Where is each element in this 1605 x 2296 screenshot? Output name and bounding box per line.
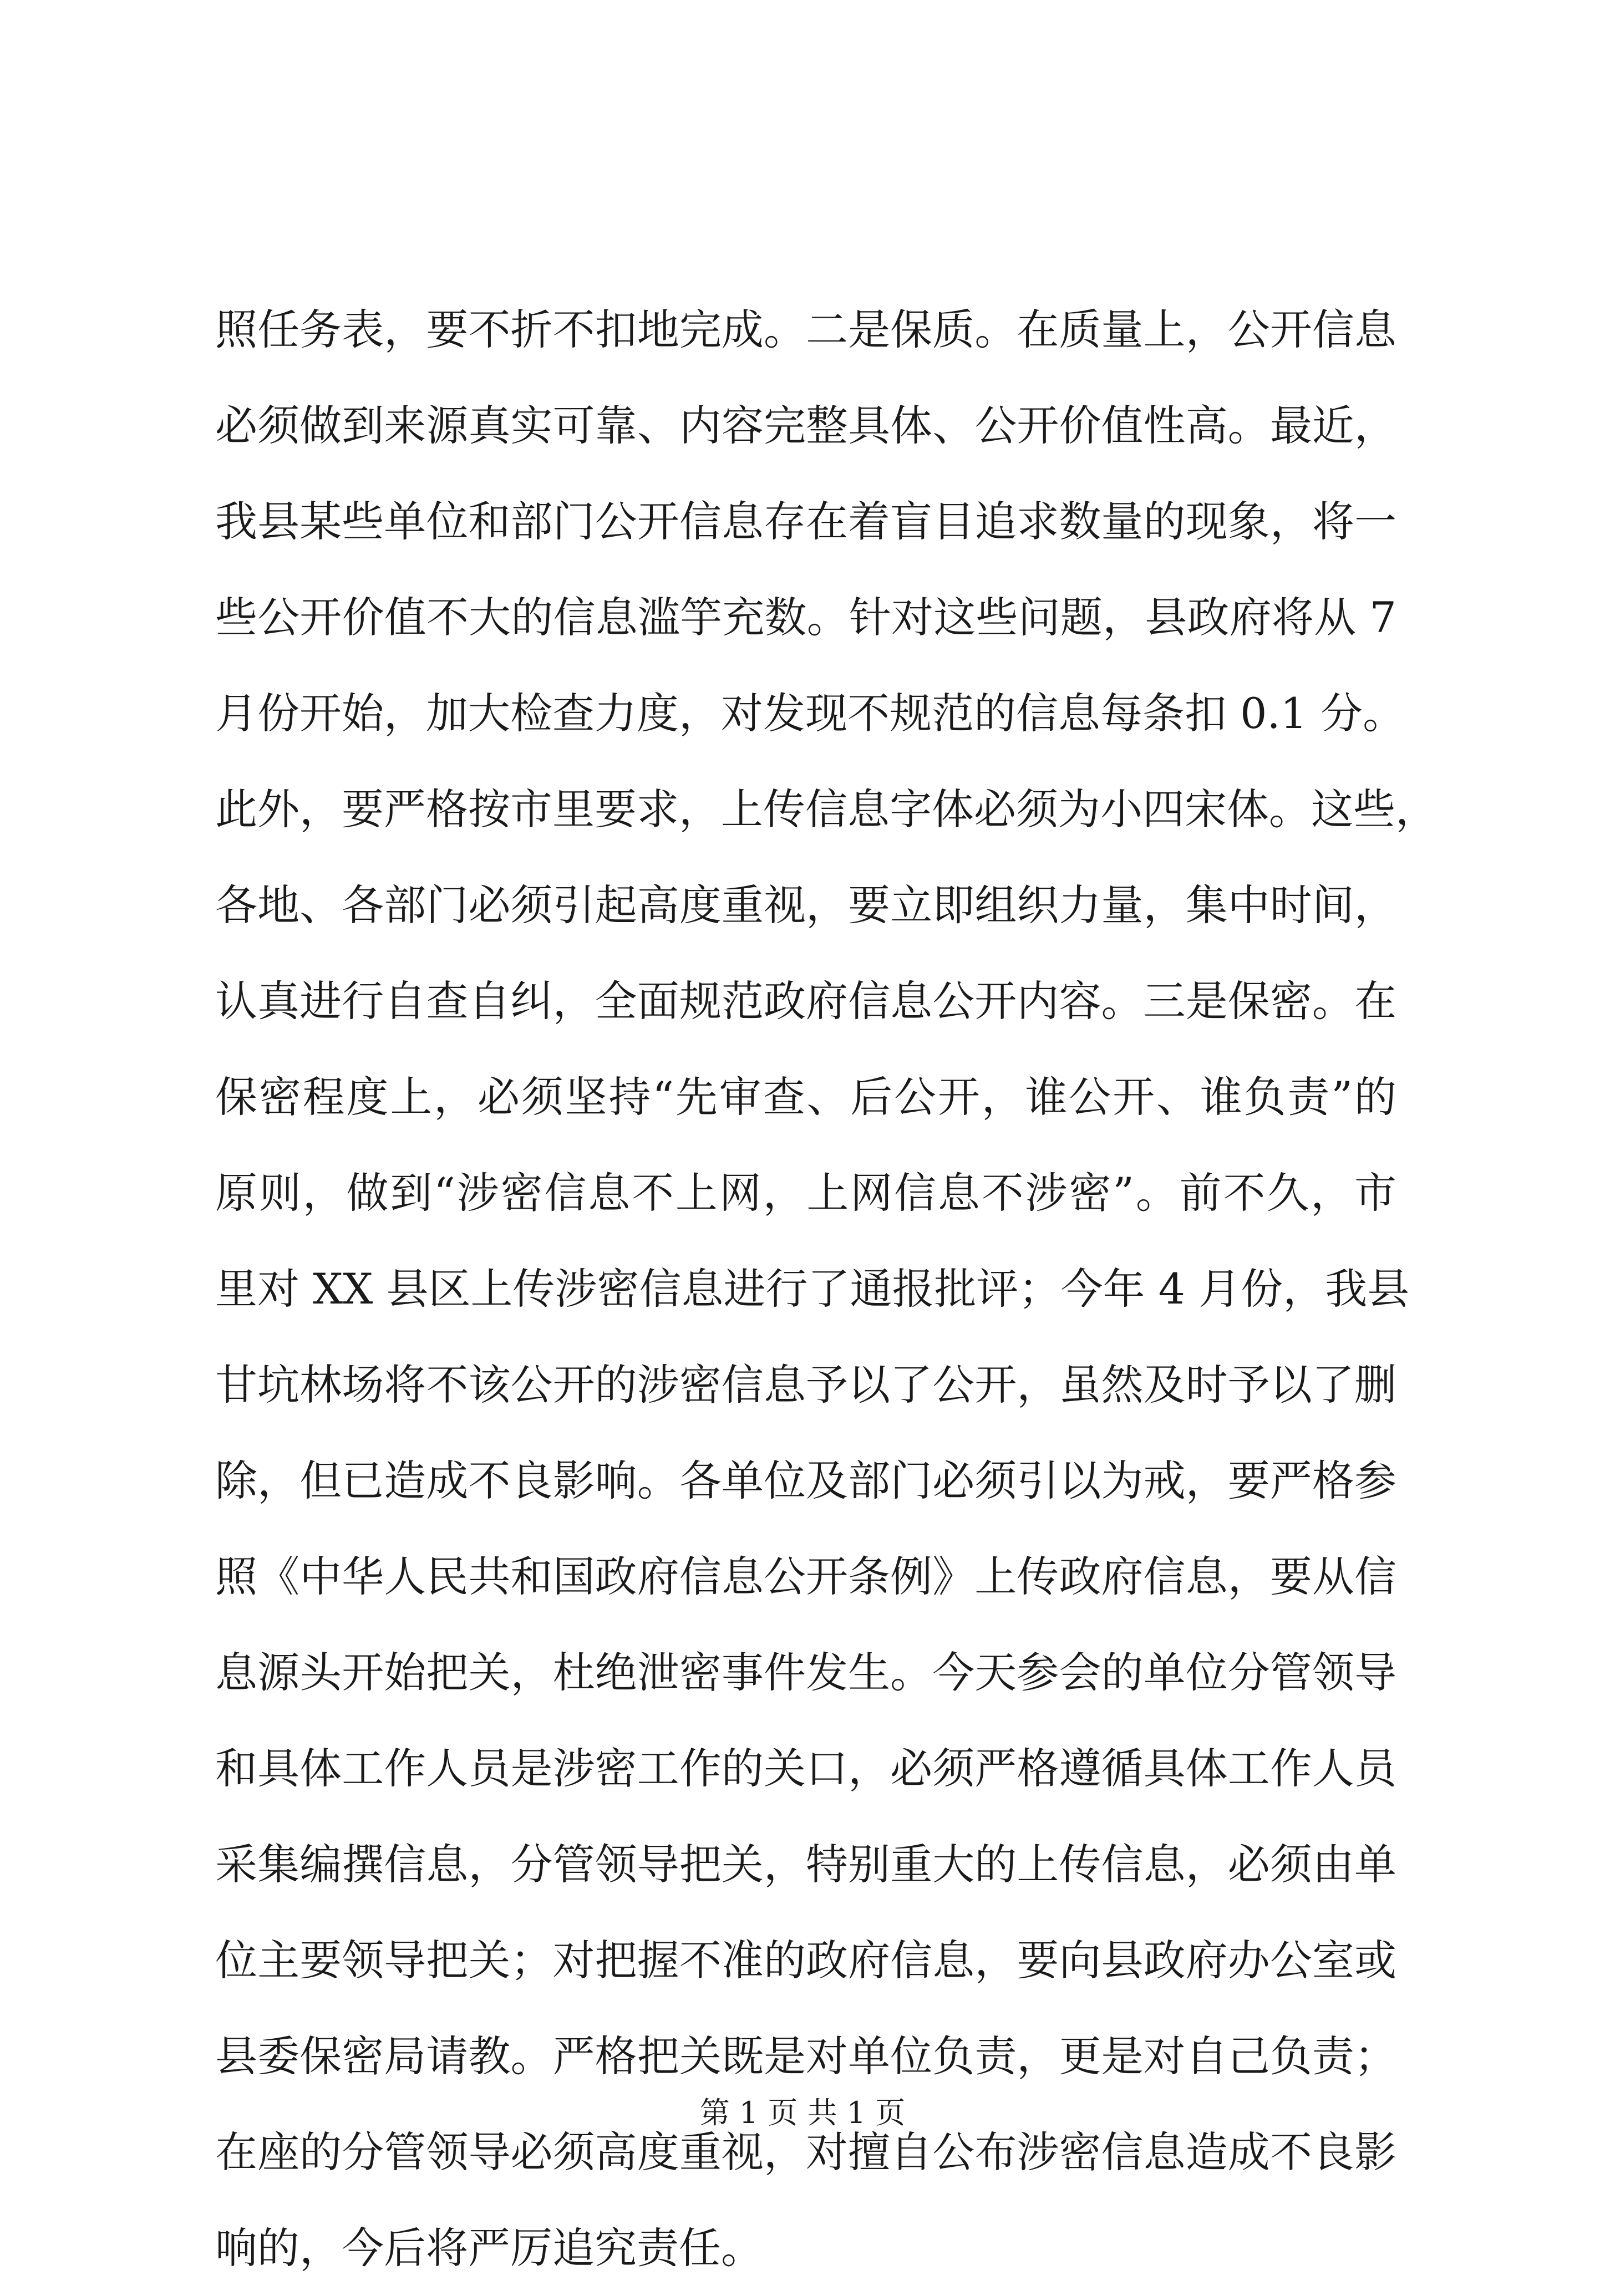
- text-line: 些公开价值不大的信息滥竽充数。针对这些问题，县政府将从 7: [215, 593, 1396, 642]
- text-line: 原则，做到“涉密信息不上网，上网信息不涉密”。前不久，市: [215, 1168, 1396, 1218]
- text-line: 必须做到来源真实可靠、内容完整具体、公开价值性高。最近，: [215, 401, 1396, 450]
- body-paragraph: [215, 282, 1438, 2296]
- page-number: 第 1 页 共 1 页: [699, 2095, 906, 2130]
- page-footer: [0, 2089, 1605, 2132]
- text-line: 照任务表，要不折不扣地完成。二是保质。在质量上，公开信息: [215, 305, 1396, 354]
- text-line: 息源头开始把关，杜绝泄密事件发生。今天参会的单位分管领导: [215, 1648, 1396, 1697]
- text-line: 除，但已造成不良影响。各单位及部门必须引以为戒，要严格参: [215, 1456, 1396, 1505]
- text-line: 保密程度上，必须坚持“先审查、后公开，谁公开、谁负责”的: [215, 1072, 1396, 1122]
- text-line: 采集编撰信息，分管领导把关，特别重大的上传信息，必须由单: [215, 1840, 1396, 1889]
- text-line: 响的，今后将严厉追究责任。: [215, 2223, 763, 2273]
- text-line: 认真进行自查自纠，全面规范政府信息公开内容。三是保密。在: [215, 976, 1396, 1026]
- text-line: 此外，要严格按市里要求，上传信息字体必须为小四宋体。这些，: [215, 785, 1438, 834]
- text-line: 月份开始，加大检查力度，对发现不规范的信息每条扣 0.1 分。: [215, 689, 1405, 738]
- text-line: 里对 XX 县区上传涉密信息进行了通报批评；今年 4 月份，我县: [215, 1264, 1410, 1314]
- text-line: 在座的分管领导必须高度重视，对擅自公布涉密信息造成不良影: [215, 2127, 1396, 2177]
- text-line: 照《中华人民共和国政府信息公开条例》上传政府信息，要从信: [215, 1552, 1396, 1601]
- text-line: 我县某些单位和部门公开信息存在着盲目追求数量的现象，将一: [215, 497, 1396, 546]
- text-line: 和具体工作人员是涉密工作的关口，必须严格遵循具体工作人员: [215, 1744, 1396, 1793]
- text-line: 位主要领导把关；对把握不准的政府信息，要向县政府办公室或: [215, 1936, 1396, 1985]
- text-line: 各地、各部门必须引起高度重视，要立即组织力量，集中时间，: [215, 880, 1396, 930]
- text-line: 县委保密局请教。严格把关既是对单位负责，更是对自己负责；: [215, 2032, 1396, 2081]
- text-line: 甘坑林场将不该公开的涉密信息予以了公开，虽然及时予以了删: [215, 1360, 1396, 1409]
